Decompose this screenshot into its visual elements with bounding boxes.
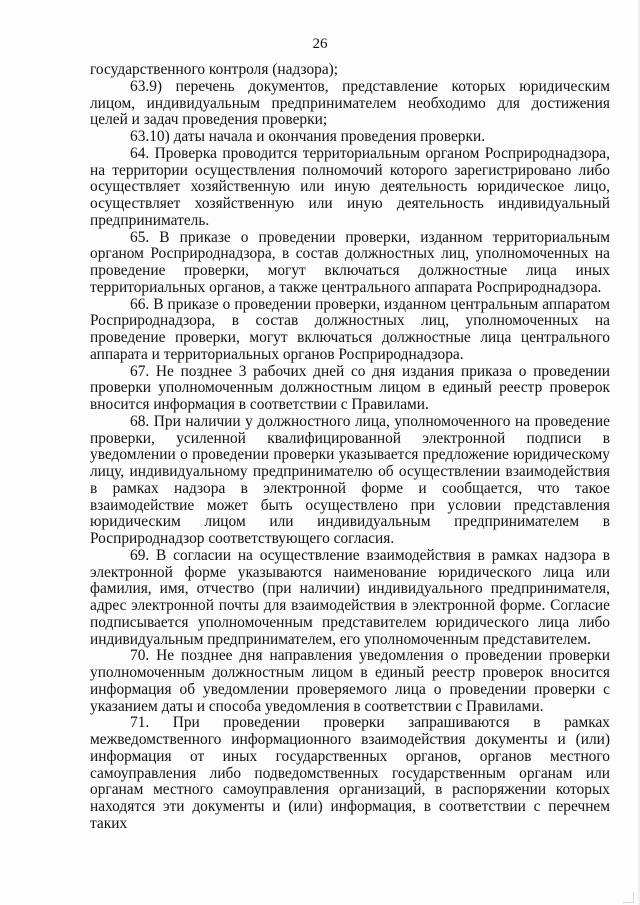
paragraph-69: 69. В согласии на осуществление взаимодействия в рамках надзора в электронной форме указываются наименование юридического лица или фамилия, имя, отчество (при наличии) индивидуального предпринимателя, адрес электронной почты для взаимодействия в электронной форме. Согласие подписывается уполномоченным представителем юридического лица либо индивидуальным предпринимателем, его уполномоченным представителем.	[90, 546, 610, 648]
paragraph-71: 71. При проведении проверки запрашиваются в рамках межведомственного информационного взаимодействия документы и (или) информация от иных государственных органов, органов местного самоуправления либо подведомственных государственным органам или органам местного самоуправления организаций, в распоряжении которых находятся эти документы и (или) информация, в соответствии с перечнем таких	[90, 714, 610, 832]
scan-corner-mark	[623, 892, 634, 903]
paragraph-63-9: 63.9) перечень документов, представление которых юридическим лицом, индивидуальным предпринимателем необходимо для достижения целей и задач проведения проверки;	[90, 77, 610, 129]
paragraph-64: 64. Проверка проводится территориальным органом Росприроднадзора, на территории осуществления полномочий которого зарегистрировано либо осуществляет хозяйственную или иную деятельность юридическое лицо, осуществляет хозяйственную или иную деятельность индивидуальный предприниматель.	[90, 144, 610, 229]
paragraph-68: 68. При наличии у должностного лица, уполномоченного на проведение проверки, усиленной квалифицированной электронной подписи в уведомлении о проведении проверки указывается предложение юридическому лицу, индивидуальному предпринимателю об осуществлении взаимодействия в рамках надзора в электронной форме и сообщается, что такое взаимодействие может быть осуществлено при условии представления юридическим лицом или индивидуальным предпринимателем в Росприроднадзор соответствующего согласия.	[90, 412, 610, 547]
paragraph-70: 70. Не позднее дня направления уведомления о проведении проверки уполномоченным должностным лицом в единый реестр проверок вносится информация об уведомлении проверяемого лица о проведении проверки с указанием даты и способа уведомления в соответствии с Правилами.	[90, 647, 610, 715]
paragraph-67: 67. Не позднее 3 рабочих дней со дня издания приказа о проведении проверки уполномоченным должностным лицом в единый реестр проверок вносится информация в соответствии с Правилами.	[90, 362, 610, 413]
paragraph-66: 66. В приказе о проведении проверки, изданном центральным аппаратом Росприроднадзора, в состав должностных лиц, уполномоченных на проведение проверки, могут включаться должностные лица центрального аппарата и территориальных органов Росприроднадзора.	[90, 295, 610, 363]
document-body	[90, 62, 610, 833]
paragraph-65: 65. В приказе о проведении проверки, изданном территориальным органом Росприроднадзора, в состав должностных лиц, уполномоченных на проведение проверки, могут включаться должностные лица иных территориальных органов, а также центрального аппарата Росприроднадзора.	[90, 228, 610, 296]
paragraph-63-10: 63.10) даты начала и окончания проведения проверки.	[130, 128, 486, 145]
paragraph-fragment: государственного контроля (надзора);	[90, 61, 339, 78]
page-number: 26	[312, 36, 328, 52]
